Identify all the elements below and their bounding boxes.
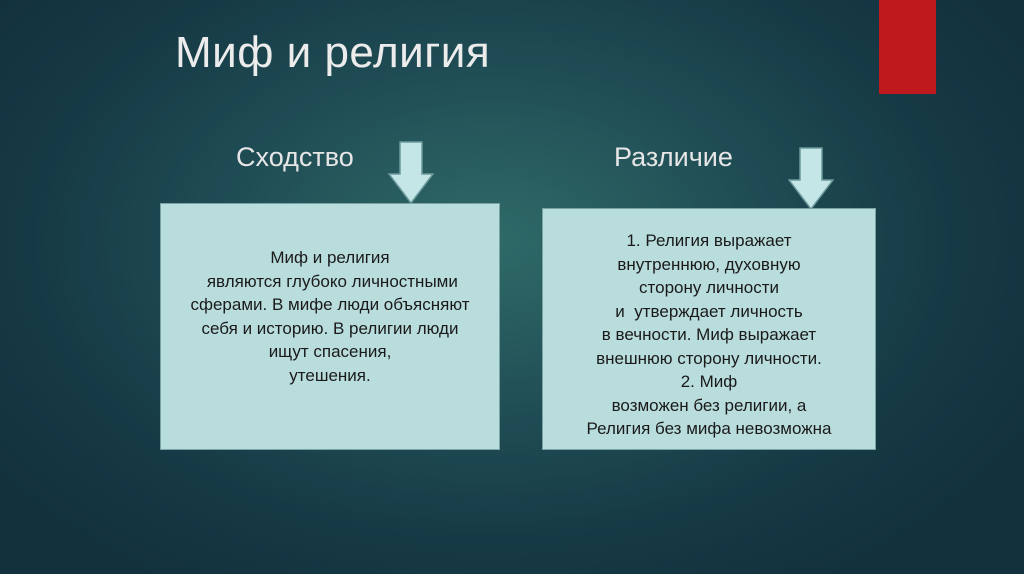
difference-text-line: внутреннюю, духовную	[617, 254, 801, 274]
difference-text-line: 1. Религия выражает	[626, 231, 792, 250]
difference-text-line: сторону личности	[639, 278, 779, 297]
similarity-text-line: себя и историю. В религии люди	[201, 318, 459, 338]
difference-text-line: Религия без мифа невозможна	[586, 419, 832, 438]
similarity-text-line: утешения.	[289, 365, 371, 385]
difference-text-line: и утверждает личность	[615, 301, 803, 321]
difference-heading: Различие	[614, 142, 733, 172]
down-arrow-icon	[788, 147, 834, 210]
difference-text-line: 2. Миф	[680, 372, 738, 391]
similarity-text-line: Миф и религия	[270, 248, 390, 267]
difference-text-line: внешнюю сторону личности.	[596, 348, 822, 368]
similarity-box	[160, 203, 500, 450]
down-arrow-icon	[388, 141, 434, 204]
similarity-text-line: сферами. В мифе люди объясняют	[190, 295, 470, 314]
similarity-heading: Сходство	[236, 142, 354, 172]
difference-text-line: возможен без религии, а	[611, 395, 807, 415]
difference-text-line: в вечности. Миф выражает	[601, 325, 817, 344]
difference-box	[542, 208, 876, 450]
similarity-text-line: ищут спасения,	[268, 342, 392, 361]
accent-bar	[879, 0, 936, 94]
slide-title: Миф и религия	[175, 28, 491, 77]
similarity-text-line: являются глубоко личностными	[202, 271, 458, 291]
